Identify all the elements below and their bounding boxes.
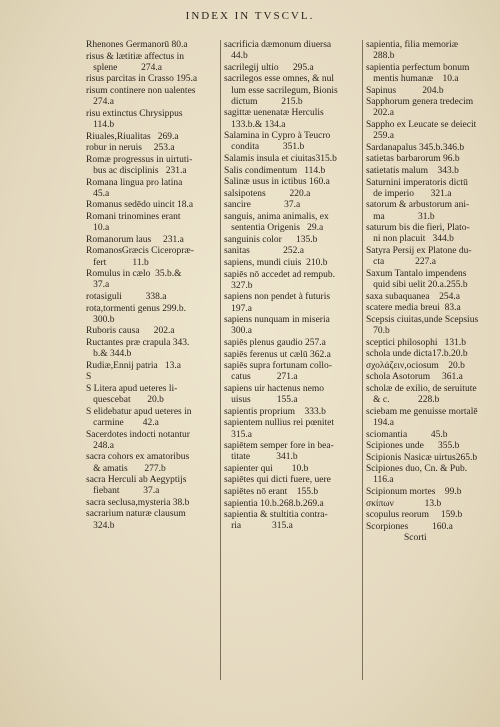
index-column-2 (224, 40, 356, 720)
index-entry: rotasiguli 338.a (86, 291, 167, 302)
index-entry: saturum bis die fieri, Plato- ni non placuit 344.b (366, 223, 470, 245)
index-entry: satietatis malum 343.b (366, 165, 459, 176)
index-entry: sacra Herculi ab Aegyptijs fiebant 37.a (86, 475, 187, 497)
index-entry: sacrilegos esse omnes, & nul lum esse sacrilegum, Bionis dictum 215.b (224, 74, 338, 107)
index-entry: sapiens nunquam in miseria 300.a (224, 315, 330, 337)
index-entry: Scipionis Nasicæ uirtus265.b (366, 452, 478, 463)
index-entry: sciomantia 45.b (366, 429, 448, 440)
index-entry: Salamina in Cypro à Teucro condita 351.b (224, 131, 331, 153)
index-entry: satietas barbarorum 96.b (366, 154, 460, 165)
index-entry: Satyra Persij ex Platone du- cta 227.a (366, 245, 472, 268)
index-column-1 (86, 40, 214, 720)
index-entry: sapiens, mundi ciuis 210.b (224, 257, 328, 268)
index-entry: RomanosGræcis Ciceropræ- fert 11.b (86, 246, 194, 268)
index-entry: sapiētem semper fore in bea- titate 341.b (224, 441, 334, 463)
index-entry: sapiens uir hactenus nemo uisus 155.a (224, 383, 324, 406)
index-entry: sapiēs nō accedet ad rempub. 327.b (224, 269, 336, 291)
index-entry: rota,tormenti genus 299.b. 300.b (86, 303, 186, 325)
index-entry: Sapphorum genera tredecim 202.a (366, 97, 474, 119)
index-entry: Scorti (366, 533, 427, 544)
index-entry: satorum & arbustorum ani- ma 31.b (366, 200, 470, 222)
index-entry: sapiēs ferenus ut cælū 362.a (224, 349, 331, 360)
index-entry: Sardanapalus 345.b.346.b (366, 142, 465, 153)
index-entry: sapientia & stultitia contra- ria 315.a (224, 510, 328, 532)
running-header: INDEX IN TVSCVL. (185, 10, 315, 22)
index-entry: Romanus sedēdo uincit 18.a (86, 200, 194, 211)
index-entry: S elidebatur apud ueteres in carmine 42.a (86, 406, 192, 428)
index-entry: Riuales,Riualitas 269.a (86, 131, 179, 142)
index-entry: Ruboris causa 202.a (86, 326, 175, 337)
index-entry: robur in neruis 253.a (86, 143, 175, 154)
index-entry: sceptici philosophi 131.b (366, 337, 467, 348)
index-entry: Saturnini imperatoris dictū de imperio 321.a (366, 177, 468, 199)
index-entry: sapiētes nō erant 155.b (224, 487, 319, 498)
index-entry: scholæ de exilio, de seruitute & c. 228.b (366, 383, 477, 406)
index-entry: sanitas 252.a (224, 246, 304, 257)
index-entry: scatere media breui 83.a (366, 303, 461, 314)
index-entry: sapientia 10.b.268.b.269.a (224, 498, 324, 509)
index-entry: Romana lingua pro latina 45.a (86, 177, 183, 199)
index-entry: sanguinis color 135.b (224, 234, 318, 245)
index-entry: risum continere non ualentes 274.a (86, 85, 196, 108)
index-entry: sagittæ uenenatæ Herculis 133.b.& 134.a (224, 108, 324, 130)
index-entry: Romulus in cælo 35.b.& 37.a (86, 269, 182, 291)
index-entry: Scipiones unde 355.b (366, 441, 460, 452)
index-entry: Saxum Tantalo impendens quid sibi uelit 20.a.255.b (366, 268, 468, 290)
index-entry: Scorpiones 160.a (366, 521, 453, 532)
index-entry: σχολάζειν,ociosum 20.b (366, 360, 465, 371)
index-entry: sapiētes qui dicti fuere, uere (224, 475, 331, 486)
index-entry: Scipiones duo, Cn. & Pub. 116.a (366, 464, 468, 486)
index-entry: sacrificia dæmonum diuersa 44.b (224, 40, 332, 62)
index-entry: schola unde dicta17.b.20.b (366, 349, 468, 360)
index-entry: sapientis proprium 333.b (224, 406, 326, 417)
index-entry: schola Asotorum 361.a (366, 372, 463, 383)
index-entry: Rudiæ,Ennij patria 13.a (86, 360, 181, 371)
index-entry: Scipionum mortes 99.b (366, 487, 462, 498)
index-entry: Romani trinomines erant 10.a (86, 211, 181, 234)
index-entry: Sapinus 204.b (366, 85, 444, 96)
index-entry: sapienter qui 10.b (224, 463, 309, 474)
index-entry: S Litera apud ueteres li- quescebat 20.b (86, 383, 178, 406)
index-entry: Sappho ex Leucate se deiecit 259.a (366, 119, 477, 142)
index-entry: sanguis, anima animalis, ex sententia Origenis 29.a (224, 211, 329, 234)
index-entry: salsipotens 220.a (224, 188, 311, 199)
index-entry: Sacerdotes indocti notantur 248.a (86, 429, 190, 451)
index-entry: S (86, 372, 92, 383)
index-entry: risu extinctus Chrysippus 114.b (86, 108, 183, 130)
index-entry: Salamis insula et ciuitas315.b (224, 153, 337, 164)
index-entry: sacrilegij ultio 295.a (224, 62, 314, 73)
index-entry: sancire 37.a (224, 200, 301, 211)
index-entry: Romanorum laus 231.a (86, 234, 184, 245)
index-entry: sacrarium naturæ clausum 324.b (86, 509, 186, 531)
index-entry: sapiēs plenus gaudio 257.a (224, 337, 326, 348)
index-entry: sacra cohors ex amatoribus & amatis 277.b (86, 452, 190, 474)
index-entry: sciebam me genuisse mortalē 194.a (366, 406, 478, 428)
index-entry: σκίπων 13.b (366, 498, 442, 509)
index-entry: sapiens non pendet à futuris 197.a (224, 292, 331, 314)
index-entry: Rhenones Germanorū 80.a (86, 40, 188, 50)
index-column-3 (366, 40, 494, 720)
index-entry: Scepsis ciuitas,unde Scepsius 70.b (366, 314, 479, 336)
index-entry: sapientia, filia memoriæ 288.b (366, 40, 459, 62)
index-entry: Salinæ usus in ictibus 160.a (224, 177, 330, 188)
index-entry: risus parcitas in Crasso 195.a (86, 74, 198, 85)
index-entry: risus & lætitiæ affectus in splene 274.a (86, 51, 184, 73)
index-entry: sacra seclusa,mysteria 38.b (86, 497, 190, 508)
index-entry: Salis condimentum 114.b (224, 165, 326, 176)
index-entry: scopulus reorum 159.b (366, 510, 463, 521)
index-entry: Ructantes præ crapula 343. b.& 344.b (86, 337, 190, 360)
index-entry: sapiēs supra fortunam collo- catus 271.a (224, 361, 332, 383)
index-entry: saxa subaquanea 254.a (366, 291, 460, 302)
index-columns (86, 40, 494, 720)
index-entry: sapientia perfectum bonum mentis humanæ 10.a (366, 62, 470, 84)
index-entry: Romæ progressus in uirtuti- bus ac disciplinis 231.a (86, 154, 193, 176)
index-entry: sapientem nullius rei pœnitet 315.a (224, 418, 335, 440)
